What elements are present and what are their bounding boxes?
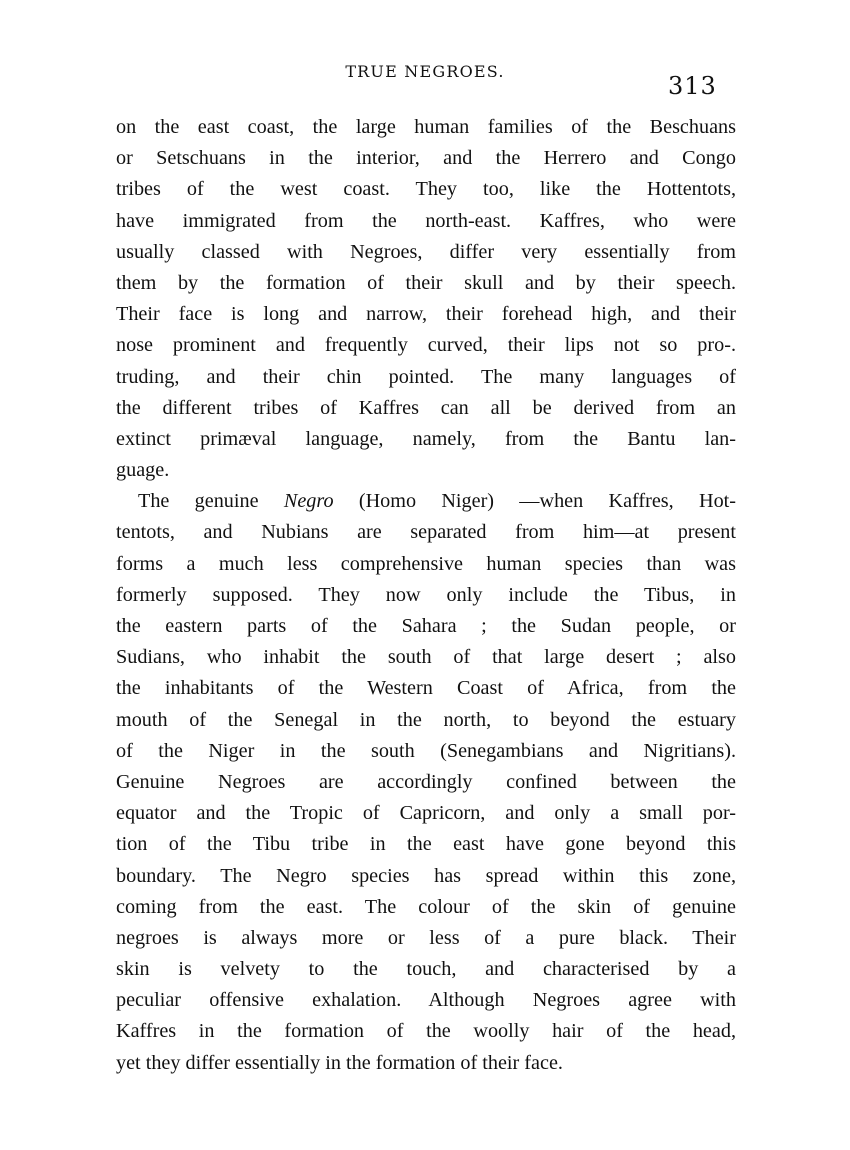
text-line: guage. xyxy=(116,459,170,482)
text-line: forms a much less comprehensive human species than was xyxy=(116,552,736,575)
paragraph-first-line xyxy=(116,486,736,517)
text-line: boundary. The Negro species has spread within this zone, xyxy=(116,864,736,887)
page-number: 313 xyxy=(668,72,717,100)
text-line: them by the formation of their skull and by their speech. xyxy=(116,271,736,294)
text-line: tribes of the west coast. They too, like the Hottentots, xyxy=(116,178,736,201)
text-line: Kaffres in the formation of the woolly hair of the head, xyxy=(116,1020,736,1043)
running-title: TRUE NEGROES. xyxy=(345,62,505,81)
text-line: coming from the east. The colour of the skin of genuine xyxy=(116,895,736,918)
text-line: of the Niger in the south (Senegambians and Nigritians). xyxy=(116,739,736,762)
text-line: or Setschuans in the interior, and the Herrero and Congo xyxy=(116,147,736,170)
text-line: the different tribes of Kaffres can all be derived from an xyxy=(116,396,736,419)
text-line: tentots, and Nubians are separated from him—at present xyxy=(116,521,736,544)
text-line: peculiar offensive exhalation. Although Negroes agree with xyxy=(116,989,736,1012)
italic-term: Negro xyxy=(283,490,334,513)
text-line: negroes is always more or less of a pure black. Their xyxy=(116,926,736,949)
text-line: truding, and their chin pointed. The many languages of xyxy=(116,365,736,388)
text-line: equator and the Tropic of Capricorn, and only a small por- xyxy=(116,802,736,825)
text-line: on the east coast, the large human families of the Beschuans xyxy=(116,116,736,138)
text-line: Sudians, who inhabit the south of that large desert ; also xyxy=(116,646,736,669)
text-line: yet they differ essentially in the formation of their face. xyxy=(116,1051,563,1074)
text-line: formerly supposed. They now only include the Tibus, in xyxy=(116,583,736,606)
text-line: mouth of the Senegal in the north, to beyond the estuary xyxy=(116,708,736,731)
text-line: extinct primæval language, namely, from the Bantu lan- xyxy=(116,427,736,450)
text-line: have immigrated from the north-east. Kaffres, who were xyxy=(116,209,736,232)
text-line: nose prominent and frequently curved, their lips not so pro-. xyxy=(116,334,736,357)
body-text xyxy=(116,112,736,1079)
text-line: the eastern parts of the Sahara ; the Sudan people, or xyxy=(116,615,736,637)
text-line: usually classed with Negroes, differ very essentially from xyxy=(116,240,736,263)
text-line: skin is velvety to the touch, and characterised by a xyxy=(116,958,736,981)
text-line: Genuine Negroes are accordingly confined between the xyxy=(116,770,736,793)
text-run: (Homo Niger) —when Kaffres, Hot- xyxy=(333,490,736,513)
text-line: Their face is long and narrow, their forehead high, and their xyxy=(116,303,736,326)
text-line: the inhabitants of the Western Coast of Africa, from the xyxy=(116,677,736,700)
text-run: The genuine xyxy=(138,490,284,513)
text-line: tion of the Tibu tribe in the east have gone beyond this xyxy=(116,833,736,856)
